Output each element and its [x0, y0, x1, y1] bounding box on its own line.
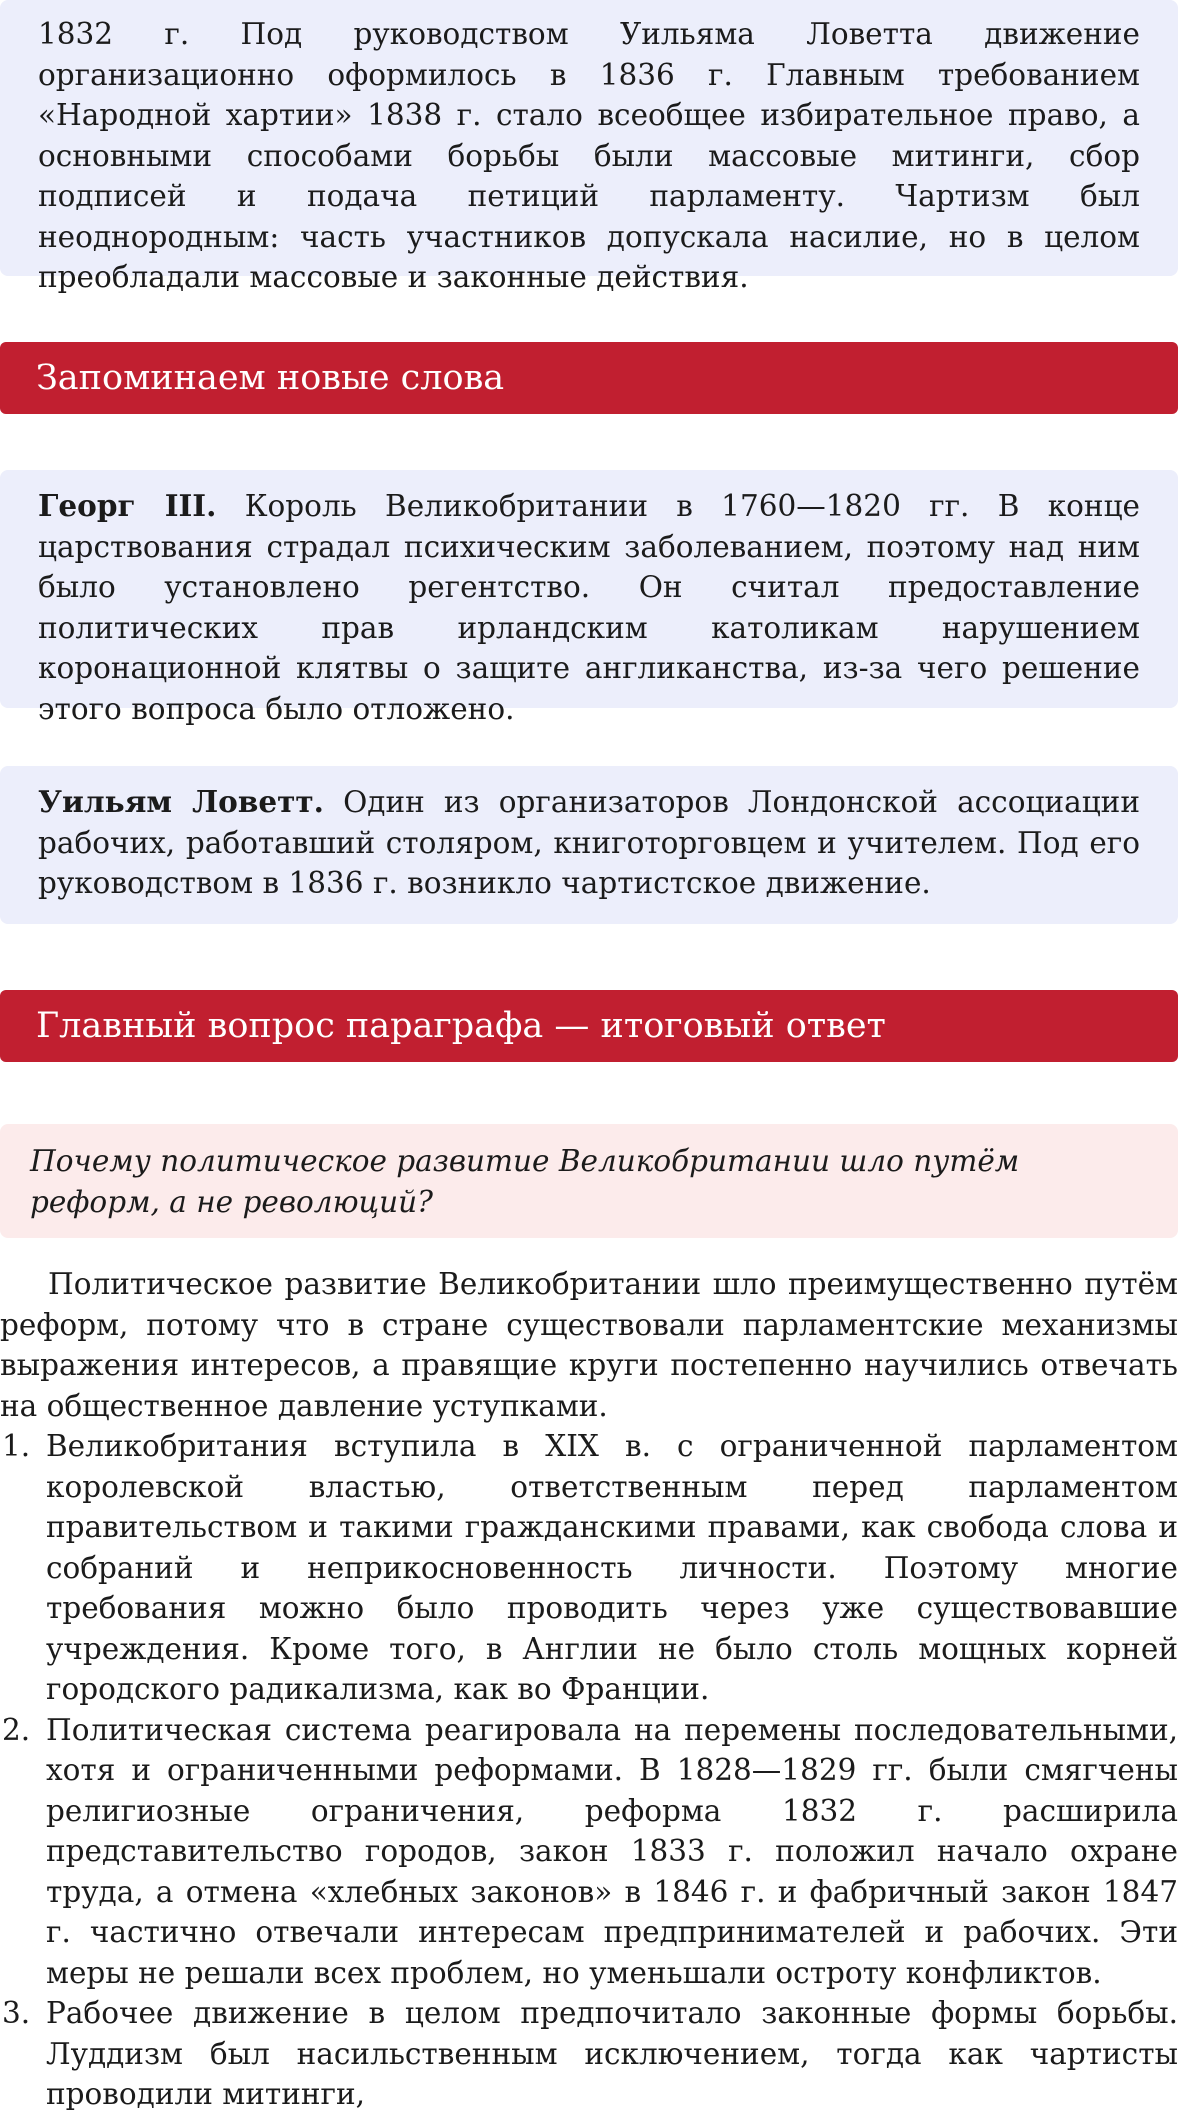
list-item-text: Политическая система реагировала на перемены последовательными, хотя и ограниченными реформами. В 1828—1829 гг. были смягчены религиозные ограничения, реформа 1832 г. расширила представительство городов, закон 1833 г. положил начало охране труда, а отмена «хлебных законов» в 1846 г. и фабричный закон 1847 г. частично отвечали интересам предпринимателей и рабочих. Эти меры не решали всех проблем, но уменьшали остроту конфликтов. [46, 1712, 1178, 1990]
list-item [0, 1426, 1178, 1710]
question-box [0, 1124, 1178, 1238]
section-heading-main-question: Главный вопрос параграфа — итоговый ответ [0, 990, 1178, 1062]
list-item [0, 1993, 1178, 2115]
section-heading-new-words: Запоминаем новые слова [0, 342, 1178, 414]
term-card-lovett [0, 766, 1178, 924]
term-card-george [0, 470, 1178, 726]
main-question: Почему политическое развитие Великобритании шло путём реформ, а не революций? [30, 1144, 1020, 1219]
term-entry [38, 782, 1140, 904]
term-definition: Король Великобритании в 1760—1820 гг. В конце царствования страдал психическим заболеванием, поэтому над ним было установлено регентство. Он считал предоставление политических прав ирландским католикам нарушением коронационной клятвы о защите англиканства, из-за чего решение этого вопроса было отложено. [38, 489, 1140, 726]
term-entry [38, 486, 1140, 729]
list-item-number: 2. [2, 1712, 31, 1747]
list-item-text: Рабочее движение в целом предпочитало законные формы борьбы. Луддизм был насильственным исключением, тогда как чартисты проводили митинги, [46, 1996, 1178, 2111]
term-title: Уильям Ловетт. [38, 784, 324, 819]
list-item-text: Великобритания вступила в XIX в. с ограниченной парламентом королевской властью, ответственным перед парламентом правительством и такими гражданскими правами, как свобода слова и собраний и неприкосновенность личности. Поэтому многие требования можно было проводить через уже существовавшие учреждения. Кроме того, в Англии не было столь мощных корней городского радикализма, как во Франции. [46, 1429, 1178, 1706]
intro-box [0, 0, 1178, 294]
answer-intro: Политическое развитие Великобритании шло преимущественно путём реформ, потому что в стране существовали парламентские механизмы выражения интересов, а правящие круги постепенно научились отвечать на общественное давление уступками. [0, 1267, 1178, 1423]
term-definition: Один из организаторов Лондонской ассоциации рабочих, работавший столяром, книготорговцем и учителем. Под его руководством в 1836 г. возникло чартистское движение. [38, 785, 1140, 900]
term-title: Георг III. [38, 488, 217, 523]
list-item [0, 1710, 1178, 1994]
answer-block [0, 1264, 1178, 2115]
answer-points [0, 1426, 1178, 2115]
intro-paragraph: 1832 г. Под руководством Уильяма Ловетта движение организационно оформилось в 1836 г. Главным требованием «Народной хартии» 1838 г. стало всеобщее избирательное право, а основными способами борьбы были массовые митинги, сбор подписей и подача петиций парламенту. Чартизм был неоднородным: часть участников допускала насилие, но в целом преобладали массовые и законные действия. [38, 17, 1140, 294]
list-item-number: 3. [2, 1996, 31, 2030]
list-item-number: 1. [2, 1429, 31, 1463]
